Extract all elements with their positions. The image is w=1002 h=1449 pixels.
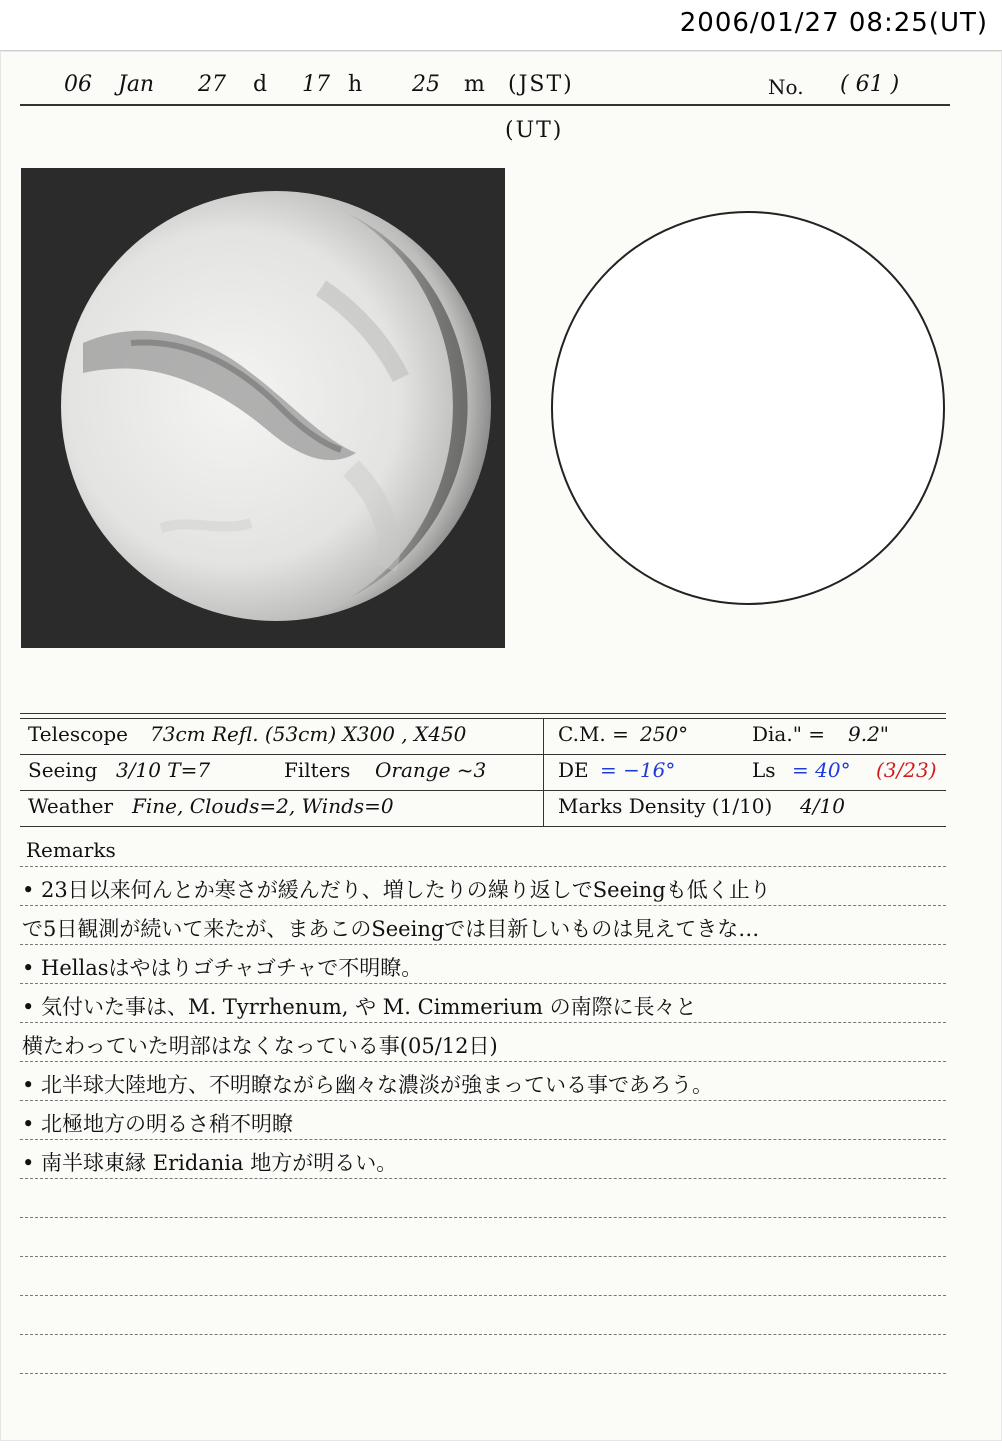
hour-value: 17 (302, 72, 330, 97)
minute-unit: m (464, 72, 485, 97)
year-value: 06 (64, 72, 92, 97)
jst-label: (JST) (508, 72, 574, 97)
date-header (20, 70, 950, 106)
blank-disk-circle (551, 211, 945, 605)
timestamp-stamp: 2006/01/27 08:25(UT) (679, 8, 988, 38)
remark-line: • 気付いた事は、M. Tyrrhenum, や M. Cimmerium の南際に長々と (22, 995, 697, 1019)
table-bottom-rule (20, 826, 946, 827)
number-label: No. (768, 75, 804, 99)
de-label: DE (558, 758, 589, 782)
month-value: Jan (118, 72, 155, 97)
remarks-rule (20, 905, 946, 906)
dia-value: 9.2" (848, 722, 890, 746)
remark-line: 横たわっていた明部はなくなっている事(05/12日) (22, 1034, 498, 1058)
day-unit: d (253, 72, 268, 97)
remark-line: • 北極地方の明るさ稍不明瞭 (22, 1112, 294, 1136)
day-value: 27 (198, 72, 226, 97)
table-top-rule (20, 713, 946, 714)
weather-label: Weather (28, 794, 113, 818)
remarks-rule (20, 1373, 946, 1374)
remarks-rule (20, 1217, 946, 1218)
mars-sketch (21, 168, 505, 648)
seeing-value: 3/10 T=7 (116, 758, 211, 782)
table-row-rule (20, 754, 946, 755)
filters-value: Orange ~3 (375, 758, 487, 782)
remarks-rule (20, 866, 946, 867)
remarks-rule (20, 983, 946, 984)
remarks-rule (20, 1100, 946, 1101)
remarks-rule (20, 1022, 946, 1023)
seeing-label: Seeing (28, 758, 98, 782)
hour-unit: h (348, 72, 363, 97)
telescope-value: 73cm Refl. (53cm) X300 , X450 (150, 722, 467, 746)
table-top-rule-2 (20, 718, 946, 719)
weather-value: Fine, Clouds=2, Winds=0 (132, 794, 394, 818)
remarks-rule (20, 1256, 946, 1257)
ut-label: (UT) (505, 118, 564, 143)
table-divider (543, 718, 544, 826)
ls-label: Ls (752, 758, 776, 782)
filters-label: Filters (284, 758, 351, 782)
remark-line: で5日観測が続いて来たが、まあこのSeeingでは目新しいものは見えてきな… (22, 917, 760, 941)
ls-value: = 40° (792, 758, 851, 782)
remarks-rule (20, 1061, 946, 1062)
marks-density-label: Marks Density (1/10) (558, 794, 773, 818)
table-row-rule (20, 790, 946, 791)
minute-value: 25 (412, 72, 440, 97)
marks-density-value: 4/10 (800, 794, 845, 818)
cm-value: 250° (640, 722, 689, 746)
remarks-rule (20, 1334, 946, 1335)
remarks-title: Remarks (26, 838, 116, 862)
ls-note: (3/23) (876, 758, 937, 782)
cm-label: C.M. = (558, 722, 629, 746)
dia-label: Dia." = (752, 722, 826, 746)
de-value: = −16° (600, 758, 676, 782)
remark-line: • 北半球大陸地方、不明瞭ながら幽々な濃淡が強まっている事であろう。 (22, 1073, 714, 1097)
remark-line: • Hellasはやはりゴチャゴチャで不明瞭。 (22, 956, 423, 980)
remarks-rule (20, 1178, 946, 1179)
telescope-label: Telescope (28, 722, 128, 746)
number-value: ( 61 ) (840, 72, 900, 97)
remarks-rule (20, 1139, 946, 1140)
remark-line: • 南半球東縁 Eridania 地方が明るい。 (22, 1151, 398, 1175)
remarks-rule (20, 944, 946, 945)
remark-line: • 23日以来何んとか寒さが緩んだり、増したりの繰り返しでSeeingも低く止り (22, 878, 771, 902)
remarks-rule (20, 1295, 946, 1296)
